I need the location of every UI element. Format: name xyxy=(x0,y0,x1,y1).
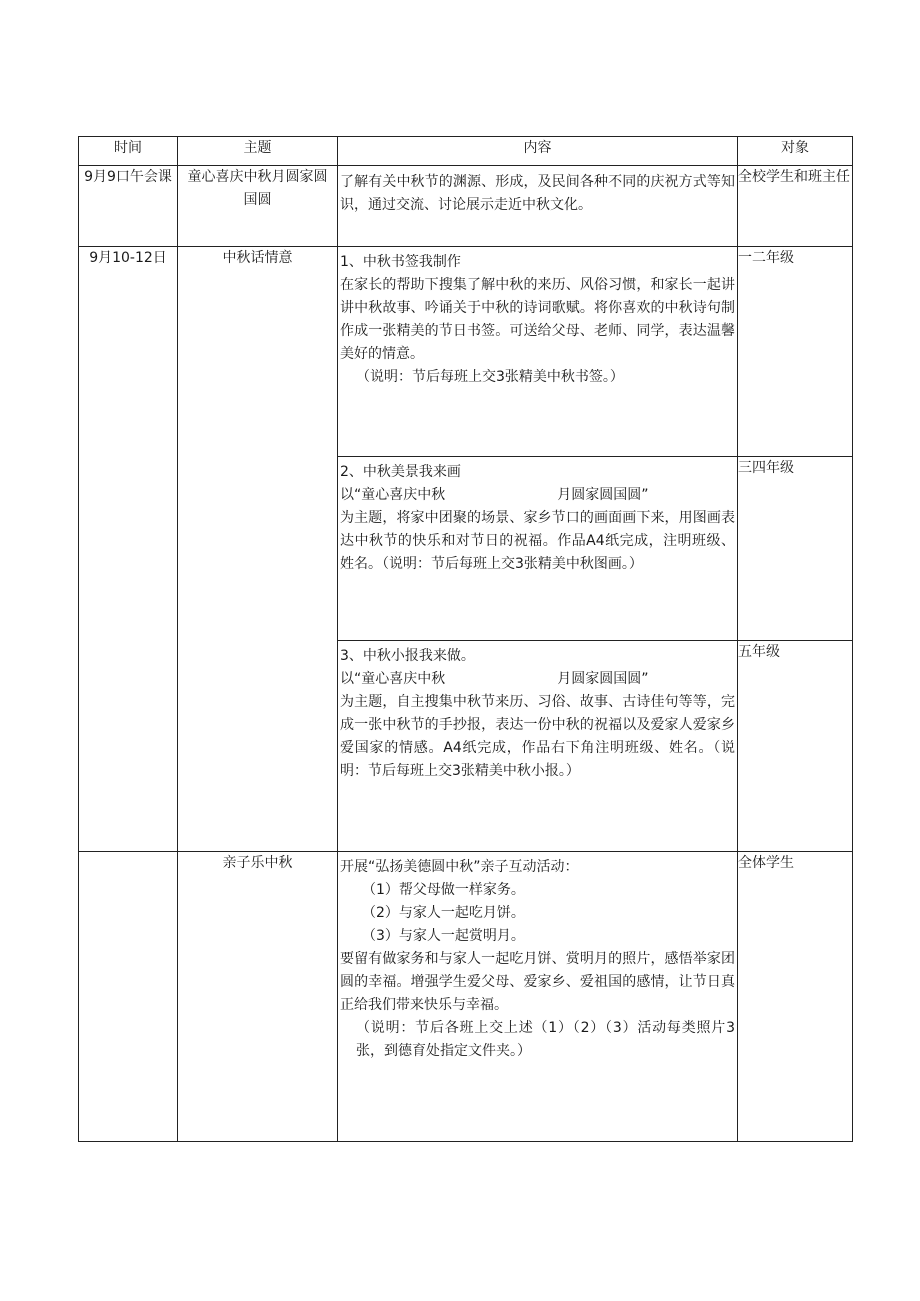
row5-note: （说明：节后各班上交上述（1）（2）（3）活动每类照片3张，到德育处指定文件夹。） xyxy=(356,1020,735,1059)
row5-item: （2）与家人一起吃月饼。 xyxy=(362,905,525,921)
row1-time: 9月9口午会课 xyxy=(79,166,178,247)
header-content: 内容 xyxy=(338,137,738,166)
row5-body: 要留有做家务和与家人一起吃月饼、赏明月的照片，感悟举家团圆的幸福。增强学生爱父母、爱家乡、爱祖国的感情，让节日真正给我们带来快乐与幸福。 xyxy=(340,951,735,1013)
row5-intro: 开展“弘扬美德圆中秋”亲子互动活动： xyxy=(340,859,579,875)
row3-theme-line xyxy=(340,484,735,507)
row3-theme-prefix: 以“童心喜庆中秋 xyxy=(340,487,446,503)
row5-content-block xyxy=(338,852,737,1063)
row3-content-block xyxy=(338,457,737,576)
header-theme: 主题 xyxy=(178,137,338,166)
row2-title: 1、中秋书签我制作 xyxy=(340,254,461,270)
row1-theme: 童心喜庆中秋月圆家圆国圆 xyxy=(178,166,338,247)
row4-audience: 五年级 xyxy=(738,641,853,852)
group-time: 9月10-12日 xyxy=(79,247,178,852)
row5-item: （1）帮父母做一样家务。 xyxy=(362,882,525,898)
row3-content xyxy=(338,457,738,641)
header-time: 时间 xyxy=(79,137,178,166)
row2-content xyxy=(338,247,738,457)
row4-theme-suffix: 月圆家圆国圆” xyxy=(557,671,649,687)
row1-audience: 全校学生和班主任 xyxy=(738,166,853,247)
row4-content-block xyxy=(338,641,737,783)
row4-title: 3、中秋小报我来做。 xyxy=(340,648,475,664)
header-row xyxy=(79,137,853,166)
row4-theme-prefix: 以“童心喜庆中秋 xyxy=(340,671,446,687)
row4-content xyxy=(338,641,738,852)
row2-note: （说明：节后每班上交3张精美中秋书签。） xyxy=(356,369,624,385)
row3-body: 为主题，将家中团聚的场景、家乡节口的画面画下来，用图画表达中秋节的快乐和对节日的祝福。作品A4纸完成，注明班级、姓名。（说明：节后每班上交3张精美中秋图画。） xyxy=(340,510,735,572)
row4-theme-line xyxy=(340,668,735,691)
row1-content xyxy=(338,166,738,247)
row2-content-block xyxy=(338,247,737,389)
row4-body: 为主题，自主搜集中秋节来历、习俗、故事、古诗佳句等等，完成一张中秋节的手抄报，表达一份中秋的祝福以及爱家人爱家乡爱国家的情感。A4纸完成，作品右下角注明班级、姓名。（说明：节后每班上交3张精美中秋小报。） xyxy=(340,694,735,779)
row3-theme-suffix: 月圆家圆国圆” xyxy=(557,487,649,503)
row1-content-text: 了解有关中秋节的渊源、形成，及民间各种不同的庆祝方式等知识，通过交流、讨论展示走近中秋文化。 xyxy=(340,174,735,213)
row3-audience: 三四年级 xyxy=(738,457,853,641)
row5-content xyxy=(338,852,738,1142)
header-audience: 对象 xyxy=(738,137,853,166)
row5-theme: 亲子乐中秋 xyxy=(178,852,338,1142)
table-row xyxy=(79,247,853,457)
row2-body: 在家长的帮助下搜集了解中秋的来历、风俗习惯，和家长一起讲讲中秋故事、吟诵关于中秋的诗词歌赋。将你喜欢的中秋诗句制作成一张精美的节日书签。可送给父母、老师、同学，表达温馨美好的情意。 xyxy=(340,277,735,362)
row5-item: （3）与家人一起赏明月。 xyxy=(362,928,525,944)
row5-audience: 全体学生 xyxy=(738,852,853,1142)
row3-title: 2、中秋美景我来画 xyxy=(340,464,461,480)
row5-time-empty xyxy=(79,852,178,1142)
table-row xyxy=(79,852,853,1142)
table-row xyxy=(79,166,853,247)
group-theme: 中秋话情意 xyxy=(178,247,338,852)
activity-plan-table xyxy=(78,136,853,1142)
row2-audience: 一二年级 xyxy=(738,247,853,457)
